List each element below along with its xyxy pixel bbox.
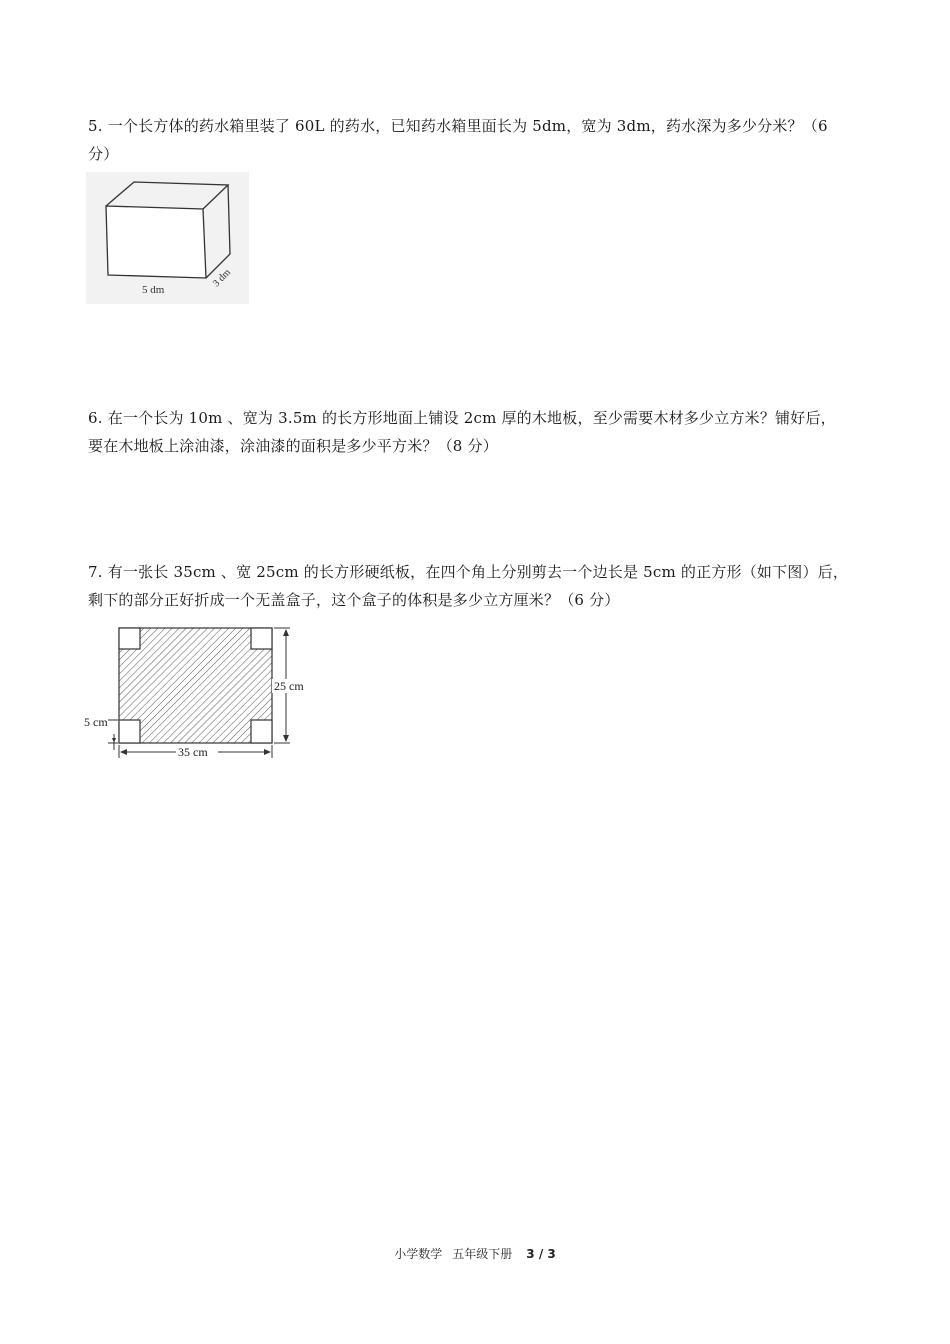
question-5-line-2: 分） (88, 145, 119, 163)
cardboard-figure (84, 624, 324, 764)
question-7-line-1 (88, 558, 868, 586)
footer-page-number: 3 / 3 (526, 1247, 556, 1261)
question-6-text: 在一个长为 10m 、宽为 3.5m 的长方形地面上铺设 2cm 厚的木地板，至少需要木材多少立方米？铺好后， (107, 409, 836, 427)
cuboid-side-face (206, 185, 230, 278)
question-5-number: 5. (88, 117, 103, 135)
question-7-text: 有一张长 35cm 、宽 25cm 的长方形硬纸板，在四个角上分别剪去一个边长是 5cm 的正方形（如下图）后， (107, 563, 849, 581)
question-6-line-2: 要在木地板上涂油漆，涂油漆的面积是多少平方米？（8 分） (88, 437, 498, 455)
height-label: 25 cm (274, 679, 304, 693)
question-6-line-1 (88, 404, 868, 432)
question-7-number: 7. (88, 563, 103, 581)
question-5 (88, 112, 868, 168)
corner-square-top-left (119, 628, 140, 649)
question-6-number: 6. (88, 409, 103, 427)
corner-square-top-right (251, 628, 272, 649)
page-footer (0, 1245, 950, 1262)
width-label: 35 cm (178, 745, 208, 759)
footer-grade: 五年级下册 (452, 1247, 513, 1261)
question-7-line-2: 剩下的部分正好折成一个无盖盒子，这个盒子的体积是多少立方厘米？（6 分） (88, 591, 620, 609)
question-5-line-1 (88, 112, 868, 140)
cuboid-width-label: 3 dm (210, 267, 234, 290)
cuboid-front-face (106, 206, 206, 278)
cuboid-top-face (106, 182, 228, 209)
cuboid-length-label: 5 dm (142, 284, 165, 296)
question-5-text: 一个长方体的药水箱里装了 60L 的药水，已知药水箱里面长为 5dm，宽为 3dm，药水深为多少分米？（6 (107, 117, 828, 135)
footer-subject: 小学数学 (394, 1247, 443, 1261)
question-7 (88, 558, 868, 614)
cardboard-drawing (84, 624, 324, 764)
question-6 (88, 404, 868, 460)
corner-label: 5 cm (84, 715, 108, 729)
corner-square-bottom-right (251, 720, 272, 743)
cuboid-tank-figure (86, 172, 249, 304)
cuboid-tank-drawing (86, 172, 249, 304)
corner-dimension (108, 720, 118, 750)
cardboard-hatched-area (119, 628, 272, 743)
corner-square-bottom-left (119, 720, 140, 743)
